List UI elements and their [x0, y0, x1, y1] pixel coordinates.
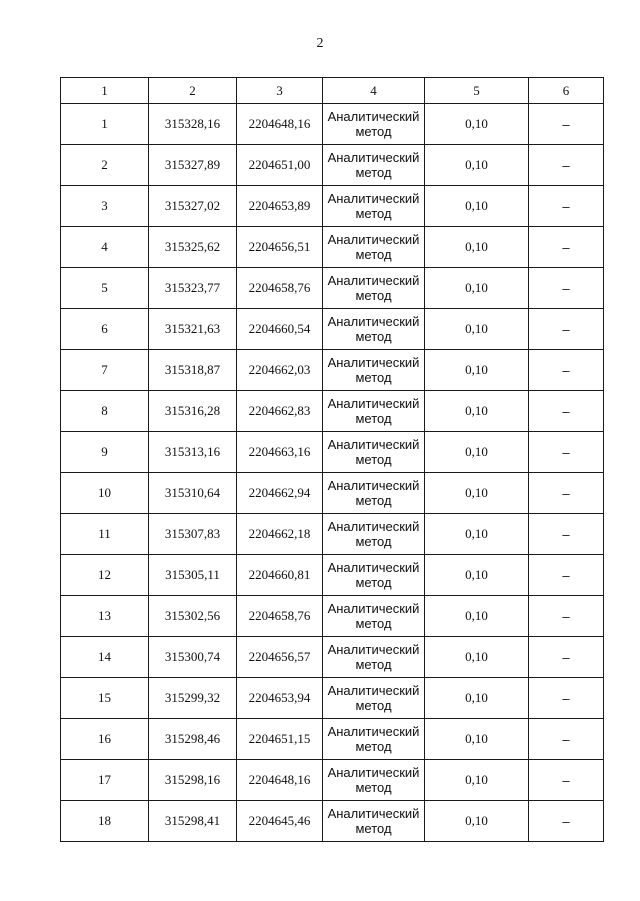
table-row: [61, 760, 604, 801]
y-coordinate-cell: 2204662,18: [237, 514, 323, 555]
y-coordinate-cell: 2204660,54: [237, 309, 323, 350]
method-cell: [323, 555, 425, 596]
table-row: [61, 186, 604, 227]
method-line-1: Аналитический: [327, 519, 420, 534]
table-row: [61, 432, 604, 473]
method-line-2: метод: [355, 657, 392, 672]
page-number: 2: [316, 36, 324, 51]
accuracy-cell: 0,10: [425, 186, 529, 227]
method-line-1: Аналитический: [327, 601, 420, 616]
x-coordinate-cell: 315325,62: [149, 227, 237, 268]
accuracy-cell: 0,10: [425, 801, 529, 842]
method-cell: [323, 678, 425, 719]
method-line-1: Аналитический: [327, 355, 420, 370]
method-line-1: Аналитический: [327, 109, 420, 124]
x-coordinate-cell: 315318,87: [149, 350, 237, 391]
method-line-2: метод: [355, 206, 392, 221]
y-coordinate-cell: 2204648,16: [237, 104, 323, 145]
method-line-1: Аналитический: [327, 724, 420, 739]
accuracy-cell: 0,10: [425, 145, 529, 186]
x-coordinate-cell: 315298,46: [149, 719, 237, 760]
accuracy-cell: 0,10: [425, 350, 529, 391]
table-row: [61, 801, 604, 842]
table-row: [61, 145, 604, 186]
table-row: [61, 637, 604, 678]
y-coordinate-cell: 2204658,76: [237, 596, 323, 637]
y-coordinate-cell: 2204653,94: [237, 678, 323, 719]
method-cell: [323, 268, 425, 309]
point-number-cell: 5: [61, 268, 149, 309]
note-cell: –: [529, 186, 604, 227]
y-coordinate-cell: 2204656,57: [237, 637, 323, 678]
table-row: [61, 596, 604, 637]
note-cell: –: [529, 145, 604, 186]
column-header: 1: [61, 78, 149, 104]
method-line-1: Аналитический: [327, 437, 420, 452]
method-line-1: Аналитический: [327, 765, 420, 780]
column-header: 2: [149, 78, 237, 104]
accuracy-cell: 0,10: [425, 104, 529, 145]
method-line-1: Аналитический: [327, 232, 420, 247]
method-cell: [323, 596, 425, 637]
table-row: [61, 719, 604, 760]
method-line-2: метод: [355, 370, 392, 385]
accuracy-cell: 0,10: [425, 432, 529, 473]
point-number-cell: 18: [61, 801, 149, 842]
table-row: [61, 678, 604, 719]
table-row: [61, 104, 604, 145]
y-coordinate-cell: 2204651,00: [237, 145, 323, 186]
method-line-2: метод: [355, 698, 392, 713]
table-row: [61, 391, 604, 432]
note-cell: –: [529, 719, 604, 760]
x-coordinate-cell: 315299,32: [149, 678, 237, 719]
method-cell: [323, 227, 425, 268]
method-line-1: Аналитический: [327, 150, 420, 165]
y-coordinate-cell: 2204662,03: [237, 350, 323, 391]
note-cell: –: [529, 678, 604, 719]
method-line-1: Аналитический: [327, 314, 420, 329]
accuracy-cell: 0,10: [425, 227, 529, 268]
note-cell: –: [529, 637, 604, 678]
method-line-1: Аналитический: [327, 806, 420, 821]
accuracy-cell: 0,10: [425, 719, 529, 760]
x-coordinate-cell: 315327,89: [149, 145, 237, 186]
point-number-cell: 16: [61, 719, 149, 760]
method-line-1: Аналитический: [327, 642, 420, 657]
point-number-cell: 12: [61, 555, 149, 596]
method-cell: [323, 514, 425, 555]
column-header: 6: [529, 78, 604, 104]
method-line-2: метод: [355, 739, 392, 754]
point-number-cell: 8: [61, 391, 149, 432]
x-coordinate-cell: 315316,28: [149, 391, 237, 432]
method-cell: [323, 391, 425, 432]
accuracy-cell: 0,10: [425, 268, 529, 309]
method-cell: [323, 637, 425, 678]
x-coordinate-cell: 315298,41: [149, 801, 237, 842]
method-line-1: Аналитический: [327, 191, 420, 206]
method-line-2: метод: [355, 780, 392, 795]
x-coordinate-cell: 315321,63: [149, 309, 237, 350]
column-header: 5: [425, 78, 529, 104]
table-row: [61, 350, 604, 391]
method-line-1: Аналитический: [327, 560, 420, 575]
y-coordinate-cell: 2204645,46: [237, 801, 323, 842]
x-coordinate-cell: 315323,77: [149, 268, 237, 309]
point-number-cell: 3: [61, 186, 149, 227]
x-coordinate-cell: 315298,16: [149, 760, 237, 801]
coordinates-table: [60, 77, 604, 842]
table-row: [61, 309, 604, 350]
method-cell: [323, 309, 425, 350]
table-row: [61, 227, 604, 268]
method-line-2: метод: [355, 329, 392, 344]
accuracy-cell: 0,10: [425, 596, 529, 637]
point-number-cell: 6: [61, 309, 149, 350]
method-line-2: метод: [355, 821, 392, 836]
x-coordinate-cell: 315310,64: [149, 473, 237, 514]
method-line-1: Аналитический: [327, 396, 420, 411]
column-header: 4: [323, 78, 425, 104]
x-coordinate-cell: 315300,74: [149, 637, 237, 678]
y-coordinate-cell: 2204656,51: [237, 227, 323, 268]
method-line-1: Аналитический: [327, 683, 420, 698]
point-number-cell: 13: [61, 596, 149, 637]
point-number-cell: 17: [61, 760, 149, 801]
method-cell: [323, 432, 425, 473]
method-line-2: метод: [355, 124, 392, 139]
method-line-2: метод: [355, 165, 392, 180]
y-coordinate-cell: 2204658,76: [237, 268, 323, 309]
point-number-cell: 15: [61, 678, 149, 719]
column-header: 3: [237, 78, 323, 104]
accuracy-cell: 0,10: [425, 309, 529, 350]
x-coordinate-cell: 315307,83: [149, 514, 237, 555]
y-coordinate-cell: 2204662,83: [237, 391, 323, 432]
accuracy-cell: 0,10: [425, 391, 529, 432]
table-row: [61, 555, 604, 596]
method-line-2: метод: [355, 247, 392, 262]
table-header-row: [61, 78, 604, 104]
note-cell: –: [529, 555, 604, 596]
y-coordinate-cell: 2204662,94: [237, 473, 323, 514]
x-coordinate-cell: 315327,02: [149, 186, 237, 227]
x-coordinate-cell: 315305,11: [149, 555, 237, 596]
point-number-cell: 4: [61, 227, 149, 268]
accuracy-cell: 0,10: [425, 555, 529, 596]
y-coordinate-cell: 2204663,16: [237, 432, 323, 473]
y-coordinate-cell: 2204651,15: [237, 719, 323, 760]
note-cell: –: [529, 350, 604, 391]
method-line-2: метод: [355, 616, 392, 631]
note-cell: –: [529, 596, 604, 637]
note-cell: –: [529, 514, 604, 555]
accuracy-cell: 0,10: [425, 678, 529, 719]
method-line-2: метод: [355, 452, 392, 467]
x-coordinate-cell: 315302,56: [149, 596, 237, 637]
accuracy-cell: 0,10: [425, 473, 529, 514]
method-line-2: метод: [355, 411, 392, 426]
point-number-cell: 11: [61, 514, 149, 555]
note-cell: –: [529, 227, 604, 268]
table-row: [61, 268, 604, 309]
note-cell: –: [529, 104, 604, 145]
accuracy-cell: 0,10: [425, 637, 529, 678]
method-cell: [323, 350, 425, 391]
method-cell: [323, 145, 425, 186]
accuracy-cell: 0,10: [425, 760, 529, 801]
y-coordinate-cell: 2204648,16: [237, 760, 323, 801]
x-coordinate-cell: 315328,16: [149, 104, 237, 145]
table-row: [61, 514, 604, 555]
point-number-cell: 2: [61, 145, 149, 186]
point-number-cell: 7: [61, 350, 149, 391]
method-line-1: Аналитический: [327, 478, 420, 493]
y-coordinate-cell: 2204653,89: [237, 186, 323, 227]
method-line-2: метод: [355, 534, 392, 549]
point-number-cell: 9: [61, 432, 149, 473]
note-cell: –: [529, 391, 604, 432]
method-line-2: метод: [355, 575, 392, 590]
note-cell: –: [529, 309, 604, 350]
note-cell: –: [529, 760, 604, 801]
note-cell: –: [529, 473, 604, 514]
point-number-cell: 10: [61, 473, 149, 514]
note-cell: –: [529, 268, 604, 309]
method-cell: [323, 186, 425, 227]
table-row: [61, 473, 604, 514]
x-coordinate-cell: 315313,16: [149, 432, 237, 473]
method-cell: [323, 104, 425, 145]
note-cell: –: [529, 432, 604, 473]
method-line-1: Аналитический: [327, 273, 420, 288]
method-line-2: метод: [355, 493, 392, 508]
point-number-cell: 14: [61, 637, 149, 678]
method-cell: [323, 760, 425, 801]
accuracy-cell: 0,10: [425, 514, 529, 555]
point-number-cell: 1: [61, 104, 149, 145]
method-cell: [323, 801, 425, 842]
method-cell: [323, 719, 425, 760]
note-cell: –: [529, 801, 604, 842]
method-line-2: метод: [355, 288, 392, 303]
method-cell: [323, 473, 425, 514]
y-coordinate-cell: 2204660,81: [237, 555, 323, 596]
